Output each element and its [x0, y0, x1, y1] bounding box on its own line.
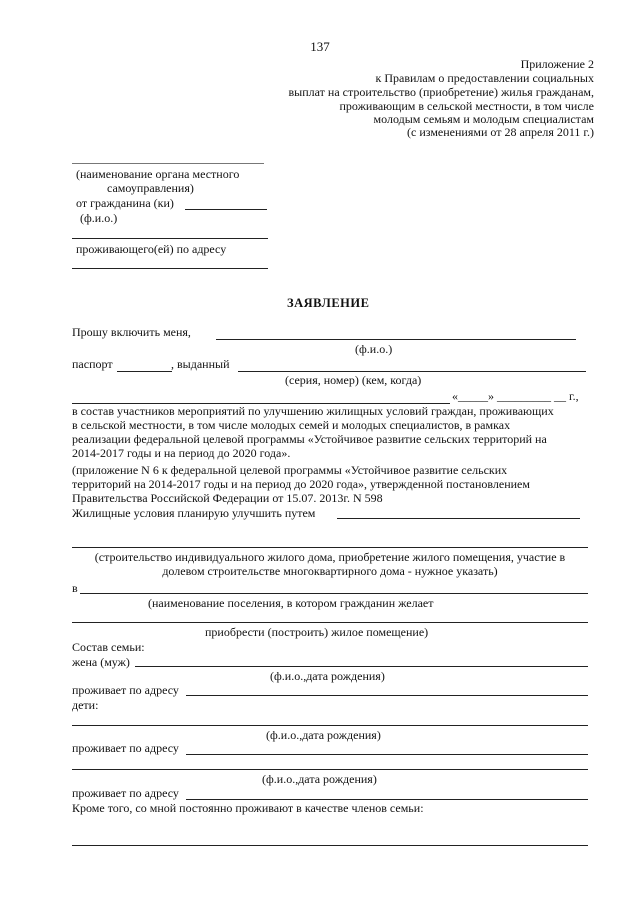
- child-address-line-2[interactable]: [186, 799, 588, 800]
- settlement-line-2[interactable]: [72, 622, 588, 623]
- child-address-line[interactable]: [186, 754, 588, 755]
- address-label: проживает по адресу: [72, 683, 179, 697]
- fio-dob-caption: (ф.и.о.,дата рождения): [266, 728, 381, 742]
- settlement-caption: (наименование поселения, в котором гражданин желает: [148, 596, 434, 610]
- request-label: Прошу включить меня,: [72, 325, 191, 339]
- paragraph-line: 2014-2017 годы и на период до 2020 года».: [72, 446, 291, 460]
- spouse-label: жена (муж): [72, 655, 130, 669]
- header-line: проживающим в сельской местности, в том числе: [339, 99, 594, 113]
- method-caption: долевом строительстве многоквартирного дома - нужное указать): [162, 564, 498, 578]
- header-line: молодым семьям и молодым специалистам: [373, 112, 594, 126]
- in-label: в: [72, 581, 78, 595]
- improvement-method-label: Жилищные условия планирую улучшить путем: [72, 506, 316, 520]
- paragraph-line: реализации федеральной целевой программы «Устойчивое развитие сельских территорий на: [72, 432, 547, 446]
- paragraph-line: территорий на 2014-2017 годы и на период до 2020 года», утвержденной постановлением: [72, 477, 530, 491]
- paragraph-line: (приложение N 6 к федеральной целевой программы «Устойчивое развитие сельских: [72, 463, 508, 477]
- fio-caption: (ф.и.о.): [355, 342, 393, 356]
- header-line: выплат на строительство (приобретение) жилья гражданам,: [288, 85, 594, 99]
- header-line: к Правилам о предоставлении социальных: [375, 71, 594, 85]
- children-label: дети:: [72, 698, 99, 712]
- other-members-label: Кроме того, со мной постоянно проживают в качестве членов семьи:: [72, 801, 424, 815]
- spouse-address-line[interactable]: [186, 695, 588, 696]
- org-caption: (наименование органа местного: [76, 167, 240, 181]
- fio-dob-caption: (ф.и.о.,дата рождения): [262, 772, 377, 786]
- fio-dob-caption: (ф.и.о.,дата рождения): [270, 669, 385, 683]
- other-members-line[interactable]: [72, 845, 588, 846]
- org-caption: самоуправления): [107, 181, 194, 195]
- address-label: проживает по адресу: [72, 786, 179, 800]
- citizen-name-line[interactable]: [185, 209, 267, 210]
- spouse-line[interactable]: [135, 666, 588, 667]
- child-line-2[interactable]: [72, 769, 588, 770]
- residing-label: проживающего(ей) по адресу: [76, 242, 227, 256]
- applicant-fio-line[interactable]: [216, 339, 576, 340]
- issued-by-line[interactable]: [238, 371, 586, 372]
- appendix-label: Приложение 2: [520, 57, 594, 71]
- passport-number-line[interactable]: [117, 371, 172, 372]
- method-caption: (строительство индивидуального жилого дома, приобретение жилого помещения, участие в: [94, 550, 566, 564]
- passport-caption: (серия, номер) (кем, когда): [285, 373, 422, 387]
- settlement-line[interactable]: [80, 593, 588, 594]
- header-amendment: (с изменениями от 28 апреля 2011 г.): [407, 125, 594, 139]
- from-citizen-label: от гражданина (ки): [76, 196, 174, 210]
- paragraph-line: Правительства Российской Федерации от 15.07. 2013г. N 598: [72, 491, 383, 505]
- improvement-method-line-2[interactable]: [72, 547, 588, 548]
- fio-caption: (ф.и.о.): [80, 211, 118, 225]
- address-label: проживает по адресу: [72, 741, 179, 755]
- settlement-caption: приобрести (построить) жилое помещение): [205, 625, 429, 639]
- family-label: Состав семьи:: [72, 640, 145, 654]
- address-line[interactable]: [72, 268, 268, 269]
- issue-date-field[interactable]: «_____» _________ __ г.,: [452, 389, 579, 403]
- issued-label: , выданный: [171, 357, 230, 371]
- org-name-line[interactable]: [72, 163, 264, 164]
- child-line[interactable]: [72, 725, 588, 726]
- passport-label: паспорт: [72, 357, 113, 371]
- document-title: ЗАЯВЛЕНИЕ: [287, 296, 370, 310]
- page-number: 137: [310, 39, 330, 54]
- citizen-fio-line[interactable]: [72, 238, 268, 239]
- paragraph-line: в сельской местности, в том числе молодых семей и молодых специалистов, в рамках: [72, 418, 511, 432]
- paragraph-line: в состав участников мероприятий по улучшению жилищных условий граждан, проживающих: [72, 404, 554, 418]
- improvement-method-line[interactable]: [337, 518, 580, 519]
